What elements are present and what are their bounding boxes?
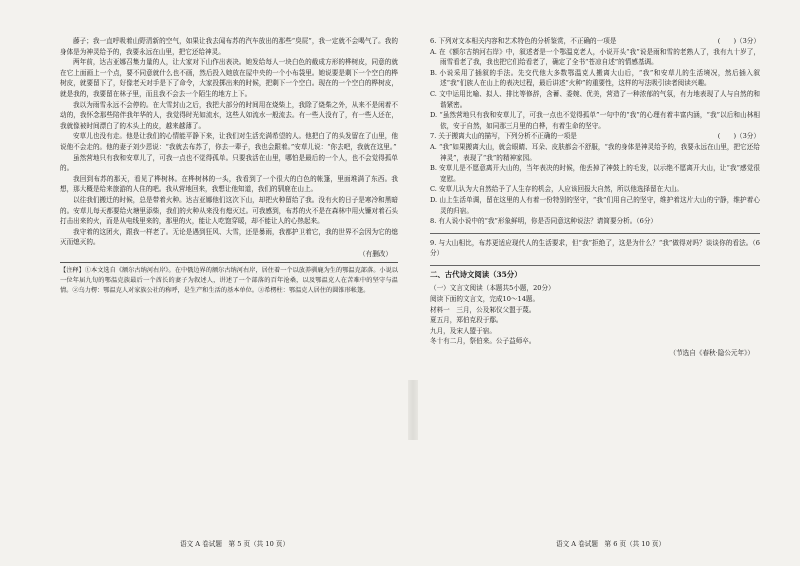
paragraph: 我以为雨雪永远不会停的。在大雪封山之后，我把大部分的时间用在烧柴上，我除了烧柴之外，从来不是闲着不动的，我怀念那些陪伴我年华的人，我觉得时光如流水，这些人如流水一般流去。有一些人没有了，有一些人还在，我就像被时间漂白了的木头上的皮，越来越薄了。 [60, 100, 398, 130]
question-stem: 9. 与大山相比，布苏更适应现代人的生活要求，但“我”拒绝了，这是为什么？“我”做得对吗？谈谈你的看法。（6分） [430, 238, 760, 258]
page-footer-right: 语文 A 卷试题 第 6 页（共 10 页） [556, 540, 666, 548]
right-page [430, 36, 760, 362]
page-footer-left: 语文 A 卷试题 第 5 页（共 10 页） [180, 540, 290, 548]
option-a: A. 在《额尔古纳河右岸》中，叙述者是一个鄂温克老人，小说开头“我”说是雨和雪的老熟人了，我有九十岁了，雨雪看老了我，我也把它们给看老了，确定了全书“苍凉自述”的情感基调。 [430, 47, 760, 67]
option-b: B. 小说采用了插叙的手法。先交代他大多数鄂温克人搬离大山后，“我”和安草儿的生活境况，然后插入叙述“我”们族人在山上的表决过程，最后讲述“火种”的重要性，这样的写法吸引读者阅读兴趣。 [430, 68, 760, 88]
paragraph: 我守着的这团火，跟我一样老了。无论是遇到狂风、大雪，还是暴雨，我都护卫着它，我的世界不会因为它的熄灭而熄灭的。 [60, 227, 398, 247]
subsection-title: （一）文言文阅读（本题共5小题，20分） [430, 284, 555, 293]
section-title: 二、古代诗文阅读（35分） [430, 269, 522, 279]
option-d: D. “虽然营地只有我和安草儿了，可我一点也不觉得孤单”一句中的“我”的心理有着丰富内涵，“我”以后和山林相依，安于自然，如同那三月里的白桦，有着生命的坚守。 [430, 111, 760, 130]
score-label: ( )（3分） [717, 132, 760, 141]
material-source: （节选自《春秋·隐公元年》） [669, 349, 754, 358]
question-9 [430, 238, 760, 266]
instruction: 阅读下面的文言文，完成10～14题。 [430, 295, 540, 304]
paragraph: 我回到布苏的那天，看见了桦树林。在桦树林的一头，我看到了一个很大的白色的帐篷，里面堆满了东西。我想，那大概是给来旅游的人住的吧。我从营地回来，我想让他知道，我们的驯鹿在山上。 [60, 174, 398, 194]
left-page [60, 36, 398, 296]
option-d: D. 山上生活单调，留在这里的人有着一份特别的坚守，“我”们用自己的坚守，维护着这片大山的宁静，维护着心灵的归宿。 [430, 195, 760, 215]
question-8 [430, 216, 760, 234]
material-line: 夏五月，郑伯克段于鄢。 [430, 316, 503, 325]
material-line: 材料一 三月，公及邾仪父盟于蔑。 [430, 305, 536, 314]
material-line: 冬十有二月，祭伯来。公子益师卒。 [430, 337, 536, 346]
question-stem: 6. 下列对文本相关内容和艺术特色的分析鉴赏，不正确的一项是 [430, 37, 617, 45]
paragraph: 安草儿也没有走。他是让我们的心情能平静下来，让我们对生活充满希望的人。他把白了的头发留在了山里，他说他不会走的。他的妻子刘少恩说：“我就去布苏了，你去一辈子，我也会跟着。”安草儿说：“你去吧，我就在这里。” [60, 132, 398, 151]
paragraph: 虽然营地只有我和安草儿了，可我一点也不觉得孤单。只要我活在山里，哪怕是最后的一个人，也不会觉得孤单的。 [60, 153, 398, 173]
question-stem: 7. 关于搬离大山的描写，下列分析不正确的一项是 [430, 132, 577, 141]
material-label: 材料一 [430, 305, 450, 314]
question-7 [430, 131, 760, 216]
option-c: C. 文中运用比喻、拟人、排比等修辞，含蓄、委婉、优美，营造了一种浓郁的气氛，有力地表现了人与自然的和谐紧密。 [430, 89, 760, 109]
answer-line[interactable] [430, 233, 760, 234]
divider [60, 262, 398, 263]
option-b: B. 安草儿是不愿意离开大山的，当年表决的时候，他丢掉了神鼓上的毛发，以示绝不愿离开大山，让“我”感觉很宽慰。 [430, 164, 760, 183]
source-note: （有删改） [359, 249, 392, 258]
page-fold [408, 380, 418, 440]
paragraph: 以往我们搬迁的时候，总是带着火种。达吉亚娜他们这次下山，却把火种留给了我。没有火的日子是寒冷和黑暗的。安草儿每天都要给火塘里添柴，我们的火种从来没有熄灭过。可我感到，布苏的火不是在森林中用火镰对着石头打击出来的火，而是从电线里来的，那里的火，能让人吃饱穿暖，却不能让人的心热起来。 [60, 195, 398, 226]
paragraph: 藤子；我一直呼吸着山野清新的空气，如果让我去闻布苏的汽车放出的那些“臭屁”，我一定就不会喝气了。我的身体是为神灵给予的，我要永远在山里，把它还给神灵。 [60, 37, 398, 56]
option-a: A. “我”如果搬离大山，就会眼睛、耳朵、皮肤都会不舒服，“我的身体是神灵给予的，我要永远在山里，把它还给神灵”，表现了“我”的精神家园。 [430, 142, 760, 162]
footnote: 【注释】①本文选自《额尔古纳河右岸》。在中俄边界的额尔古纳河右岸，居住着一个以放养驯鹿为生的鄂温克部落。小说以一位年届九旬的鄂温克族最后一个酋长的妻子为叙述人，讲述了一个部落的百年沧桑，以及鄂温克人在苦难中的坚守与温情。②乌力楞：鄂温克人对家族公社的称呼，是生产和生活的基本单位。③希楞柱：鄂温克人居住的圆锥形帐篷。 [60, 267, 398, 295]
answer-line[interactable] [430, 265, 760, 266]
question-stem: 8. 有人说小说中的“我”形象鲜明，你是否同意这种说法？请简要分析。（6分） [430, 217, 658, 226]
score-label: ( )（3分） [717, 37, 760, 45]
option-c: C. 安草儿认为大自然给予了人生存的机会，人应该回报大自然，所以他选择留在大山。 [430, 185, 683, 194]
question-6 [430, 36, 760, 131]
paragraph: 两年前，达吉亚娜召集力量的人，让大家对下山作出表决。她发给每人一块白色的截成方形的桦树皮，同意的就在它上面画上一个点，要不同意就什么也不画，然后投入她放在屋中央的一个小布袋里。她说要是剩下一个空白的桦树皮，就要留下了，好像老天对手是下了命令，大家投掷出来的时候，把剩下一个空白。现在的一个空白的桦树皮，就是我的，我要留在林子里，而且我不会去一个陌生的地方上下。 [60, 58, 398, 98]
material-line: 九月，及宋人盟于宿。 [430, 326, 496, 335]
